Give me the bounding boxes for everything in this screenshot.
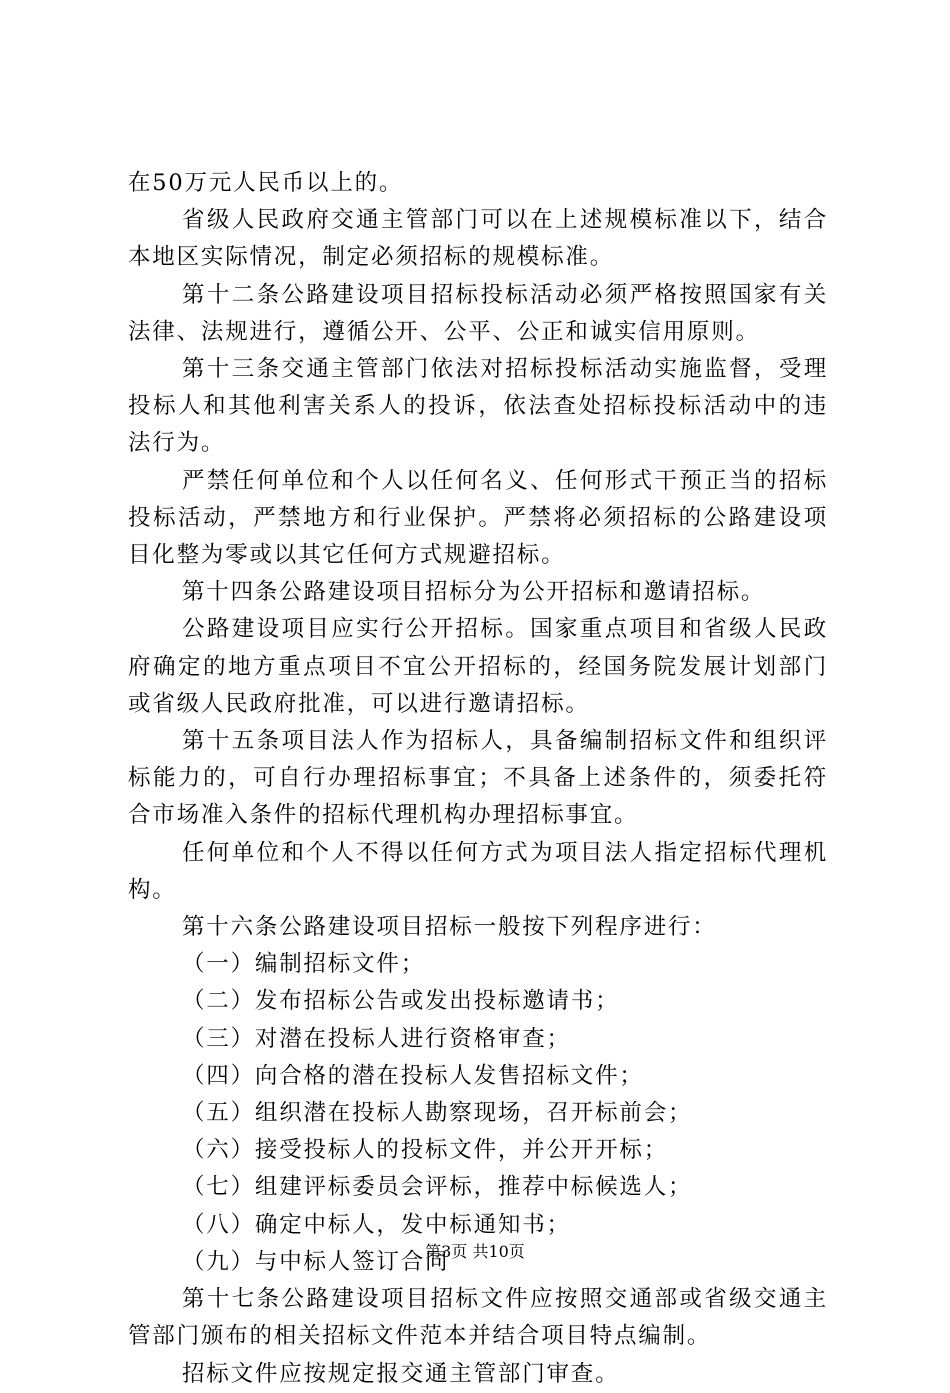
list-item: （二）发布招标公告或发出投标邀请书； [182,988,620,1015]
paragraph: 第十六条公路建设项目招标一般按下列程序进行： [182,914,717,941]
paragraph: 严禁任何单位和个人以任何名义、任何形式干预正当的招标投标活动，严禁地方和行业保护。严禁将必须招标的公路建设项目化整为零或以其它任何方式规避招标。 [128,467,828,569]
list-item: （三）对潜在投标人进行资格审查； [182,1025,571,1052]
list-item: （四）向合格的潜在投标人发售招标文件； [182,1062,644,1089]
list-item: （五）组织潜在投标人勘察现场，召开标前会； [182,1100,693,1127]
paragraph: 第十七条公路建设项目招标文件应按照交通部或省级交通主管部门颁布的相关招标文件范本并结合项目特点编制。 [128,1286,828,1350]
list-item: （八）确定中标人，发中标通知书； [182,1211,571,1238]
page-number-footer: 第3页 共10页 [425,1242,525,1261]
paragraph: 第十二条公路建设项目招标投标活动必须严格按照国家有关法律、法规进行，遵循公开、公平、公正和诚实信用原则。 [128,281,828,345]
paragraph: 任何单位和个人不得以任何方式为项目法人指定招标代理机构。 [128,839,828,903]
document-body [128,165,828,1393]
paragraph: 省级人民政府交通主管部门可以在上述规模标准以下，结合本地区实际情况，制定必须招标的规模标准。 [128,207,828,271]
list-item: （一）编制招标文件； [182,951,426,978]
paragraph: 第十五条项目法人作为招标人，具备编制招标文件和组织评标能力的，可自行办理招标事宜；不具备上述条件的，须委托符合市场准入条件的招标代理机构办理招标事宜。 [128,728,828,829]
paragraph: 公路建设项目应实行公开招标。国家重点项目和省级人民政府确定的地方重点项目不宜公开招标的，经国务院发展计划部门或省级人民政府批准，可以进行邀请招标。 [128,616,828,717]
list-item: （六）接受投标人的投标文件，并公开开标； [182,1137,669,1164]
list-item: （九）与中标人签订合同 [182,1248,450,1275]
paragraph: 第十四条公路建设项目招标分为公开招标和邀请招标。 [182,579,766,606]
paragraph: 招标文件应按规定报交通主管部门审查。 [182,1360,620,1387]
list-item: （七）组建评标委员会评标，推荐中标候选人； [182,1174,693,1201]
paragraph: 在50万元人民币以上的。 [128,170,404,196]
paragraph: 第十三条交通主管部门依法对招标投标活动实施监督，受理投标人和其他利害关系人的投诉，依法查处招标投标活动中的违法行为。 [128,356,828,457]
